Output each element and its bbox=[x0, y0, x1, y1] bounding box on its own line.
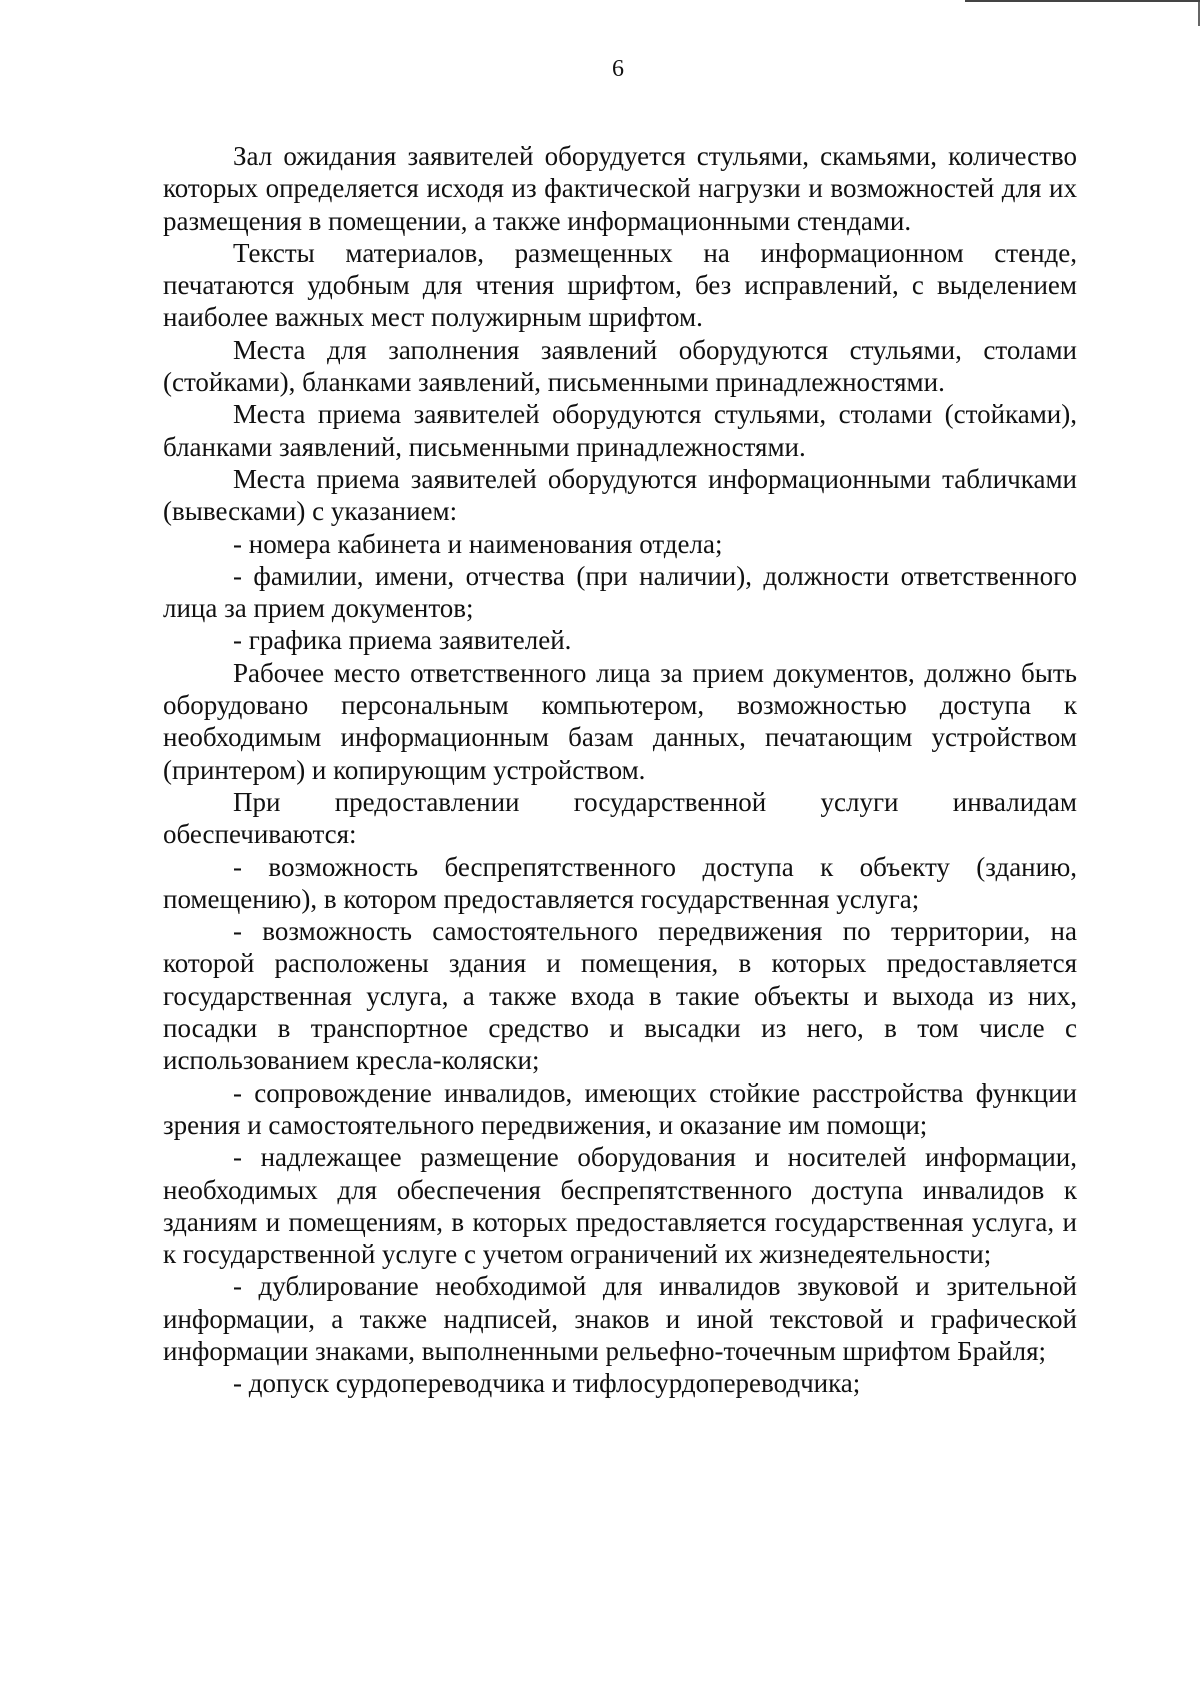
list-item-unobstructed-access: - возможность беспрепятственного доступа к объекту (зданию, помещению), в котором предоставляется государственная услуга; bbox=[163, 851, 1077, 914]
list-item-reception-schedule: - графика приема заявителей. bbox=[233, 625, 572, 656]
document-body bbox=[163, 140, 1077, 1400]
list-item-responsible-person: - фамилии, имени, отчества (при наличии), должности ответственного лица за прием документов; bbox=[163, 560, 1077, 624]
paragraph-waiting-hall: Зал ожидания заявителей оборудуется стульями, скамьями, количество которых определяется исходя из фактической нагрузки и возможностей для их размещения в помещении, а также информационными стендами. bbox=[163, 141, 1077, 236]
list-item-escort: - сопровождение инвалидов, имеющих стойкие расстройства функции зрения и самостоятельного передвижения, и оказание им помощи; bbox=[163, 1077, 1077, 1140]
scan-edge-mark bbox=[965, 0, 1200, 2]
list-item-braille-duplication: - дублирование необходимой для инвалидов звуковой и зрительной информации, а также надписей, знаков и иной текстовой и графической информации знаками, выполненными рельефно-точечным шрифтом Брайля; bbox=[163, 1271, 1077, 1366]
paragraph-filling-places: Места для заполнения заявлений оборудуются стульями, столами (стойками), бланками заявлений, письменными принадлежностями. bbox=[163, 334, 1077, 398]
paragraph-disabled-provisions: При предоставлении государственной услуги инвалидам обеспечиваются: bbox=[163, 786, 1077, 850]
list-item-equipment-placement: - надлежащее размещение оборудования и носителей информации, необходимых для обеспечения беспрепятственного доступа инвалидов к зданиям и помещениям, в которых предоставляется государственная услуга, и к государственной услуге с учетом ограничений их жизнедеятельности; bbox=[163, 1142, 1077, 1270]
list-item-independent-movement: - возможность самостоятельного передвижения по территории, на которой расположены здания и помещения, в которых предоставляется государственная услуга, а также входа в такие объекты и выхода из них, посадки в транспортное средство и высадки из него, в том числе с использованием кресла-коляски; bbox=[163, 916, 1077, 1076]
paragraph-workplace-equipment: Рабочее место ответственного лица за прием документов, должно быть оборудовано персональным компьютером, возможностью доступа к необходимым информационным базам данных, печатающим устройством (принтером) и копирующим устройством. bbox=[163, 657, 1077, 785]
paragraph-reception-signs: Места приема заявителей оборудуются информационными табличками (вывесками) с указанием: bbox=[163, 463, 1077, 527]
list-item-sign-interpreter: - допуск сурдопереводчика и тифлосурдопереводчика; bbox=[233, 1368, 861, 1399]
list-item-office-number: - номера кабинета и наименования отдела; bbox=[233, 528, 723, 559]
paragraph-stand-texts: Тексты материалов, размещенных на информационном стенде, печатаются удобным для чтения шрифтом, без исправлений, с выделением наиболее важных мест полужирным шрифтом. bbox=[163, 237, 1077, 333]
paragraph-reception-furniture: Места приема заявителей оборудуются стульями, столами (стойками), бланками заявлений, письменными принадлежностями. bbox=[163, 399, 1077, 462]
page-number: 6 bbox=[612, 56, 624, 82]
